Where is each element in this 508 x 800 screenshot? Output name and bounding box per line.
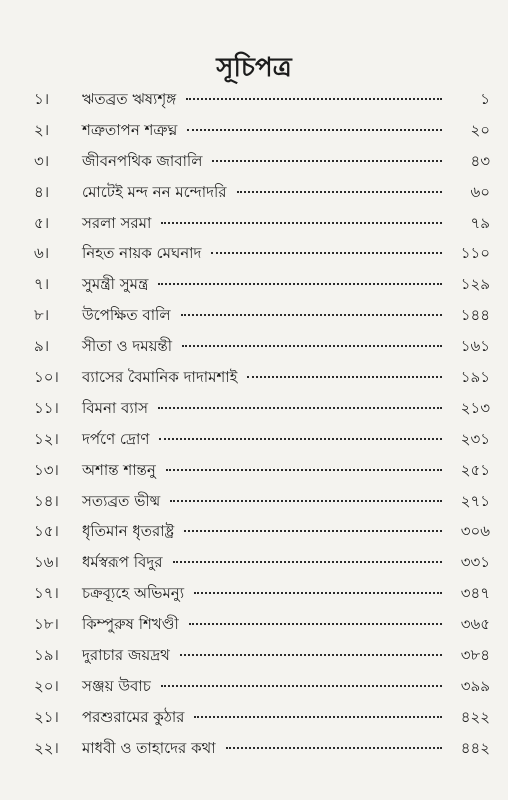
entry-title: শত্রুতাপন শত্রুঘ্ন	[82, 120, 178, 139]
entry-title: উপেক্ষিত বালি	[82, 306, 171, 325]
entry-page-number: ৪২২	[460, 707, 490, 726]
entry-number: ২১।	[34, 707, 59, 726]
dot-leader	[212, 160, 442, 162]
entry-page-number: ৭৯	[470, 213, 490, 232]
entry-page-number: ২৭১	[460, 491, 490, 510]
entry-title: ব্যাসের বৈমানিক দাদামশাই	[82, 368, 238, 387]
toc-entry	[34, 490, 490, 521]
entry-number: ২।	[34, 120, 50, 139]
entry-number: ২০।	[34, 676, 59, 695]
entry-title: সঞ্জয় উবাচ	[82, 676, 151, 695]
entry-number: ৩।	[34, 151, 50, 170]
toc-list	[34, 88, 490, 768]
toc-entry	[34, 428, 490, 459]
toc-entry	[34, 459, 490, 490]
entry-page-number: ২১৩	[460, 398, 490, 417]
dot-leader	[194, 716, 442, 718]
entry-number: ১।	[34, 90, 50, 108]
entry-page-number: ১	[480, 90, 490, 108]
toc-entry	[34, 150, 490, 181]
entry-title: দুরাচার জয়দ্রথ	[82, 646, 170, 665]
entry-title: মোটেই মন্দ নন মন্দোদরি	[82, 182, 227, 201]
toc-entry	[34, 366, 490, 397]
entry-number: ৫।	[34, 213, 50, 232]
dot-leader	[180, 654, 442, 656]
entry-title: দর্পণে দ্রোণ	[82, 429, 150, 448]
entry-number: ১৫।	[34, 522, 59, 541]
toc-entry	[34, 88, 490, 119]
toc-entry	[34, 551, 490, 582]
entry-page-number: ১৯১	[460, 368, 490, 387]
entry-title: ধর্মস্বরূপ বিদুর	[82, 553, 163, 572]
dot-leader	[173, 561, 442, 563]
dot-leader	[247, 376, 442, 378]
dot-leader	[159, 438, 442, 440]
entry-number: ১০।	[34, 368, 59, 387]
entry-title: সীতা ও দময়ন্তী	[82, 337, 173, 356]
dot-leader	[226, 747, 442, 749]
entry-number: ১৩।	[34, 460, 59, 479]
entry-page-number: ৪৪২	[460, 738, 490, 757]
entry-page-number: ২৫১	[460, 460, 490, 479]
entry-number: ২২।	[34, 738, 59, 757]
dot-leader	[170, 500, 442, 502]
entry-number: ১৯।	[34, 646, 59, 665]
entry-page-number: ১২৯	[460, 275, 490, 294]
entry-page-number: ১৪৪	[460, 306, 490, 325]
entry-title: সুমন্ত্রী সুমন্ত্র	[82, 275, 149, 294]
dot-leader	[184, 530, 442, 532]
entry-number: ১৬।	[34, 553, 59, 572]
toc-entry	[34, 644, 490, 675]
entry-page-number: ৩৯৯	[460, 676, 490, 695]
entry-number: ১২।	[34, 429, 59, 448]
entry-page-number: ২৩১	[460, 429, 490, 448]
entry-page-number: ৪৩	[470, 151, 490, 170]
toc-entry	[34, 242, 490, 273]
entry-title: কিম্পুরুষ শিখণ্ডী	[82, 615, 179, 634]
dot-leader	[158, 407, 442, 409]
entry-title: সত্যব্রত ভীষ্ম	[82, 491, 161, 510]
dot-leader	[187, 129, 442, 131]
entry-title: বিমনা ব্যাস	[82, 398, 148, 417]
entry-number: ১৪।	[34, 491, 59, 510]
toc-entry	[34, 273, 490, 304]
toc-entry	[34, 304, 490, 335]
toc-entry	[34, 613, 490, 644]
entry-title: ঋতব্রত ঋষ্যশৃঙ্গ	[82, 90, 177, 108]
entry-number: ৭।	[34, 275, 50, 294]
entry-title: মাধবী ও তাহাদের কথা	[82, 738, 216, 757]
entry-page-number: ৩৪৭	[460, 584, 490, 603]
toc-entry	[34, 181, 490, 212]
entry-page-number: ৩৮৪	[460, 646, 490, 665]
toc-entry	[34, 212, 490, 243]
entry-page-number: ৩৩১	[460, 553, 490, 572]
entry-number: ৪।	[34, 182, 50, 201]
dot-leader	[186, 98, 442, 100]
entry-title: সরলা সরমা	[82, 213, 152, 232]
dot-leader	[182, 345, 442, 347]
dot-leader	[194, 592, 442, 594]
dot-leader	[161, 685, 442, 687]
toc-entry	[34, 675, 490, 706]
toc-entry	[34, 520, 490, 551]
dot-leader	[189, 623, 442, 625]
entry-number: ১৭।	[34, 584, 59, 603]
entry-number: ৮।	[34, 306, 50, 325]
dot-leader	[181, 314, 442, 316]
dot-leader	[237, 191, 442, 193]
entry-title: জীবনপথিক জাবালি	[82, 151, 203, 170]
toc-entry	[34, 335, 490, 366]
toc-entry	[34, 582, 490, 613]
entry-title: অশান্ত শান্তনু	[82, 460, 156, 479]
entry-page-number: ৩৬৫	[460, 615, 490, 634]
entry-page-number: ২০	[470, 120, 490, 139]
entry-number: ১৮।	[34, 615, 59, 634]
entry-number: ৯।	[34, 337, 50, 356]
dot-leader	[211, 252, 442, 254]
entry-title: চক্রব্যূহে অভিমন্যু	[82, 584, 185, 603]
toc-entry	[34, 397, 490, 428]
entry-title: ধৃতিমান ধৃতরাষ্ট্র	[82, 522, 175, 541]
dot-leader	[161, 222, 442, 224]
dot-leader	[158, 283, 442, 285]
entry-number: ১১।	[34, 398, 59, 417]
toc-entry	[34, 737, 490, 768]
entry-page-number: ১৬১	[460, 337, 490, 356]
entry-page-number: ৬০	[470, 182, 490, 201]
entry-page-number: ১১০	[460, 244, 490, 263]
entry-title: নিহত নায়ক মেঘনাদ	[82, 244, 202, 263]
entry-page-number: ৩০৬	[460, 522, 490, 541]
page-title: সূচিপত্র	[216, 53, 292, 84]
entry-title: পরশুরামের কুঠার	[82, 707, 185, 726]
entry-number: ৬।	[34, 244, 50, 263]
dot-leader	[166, 469, 442, 471]
toc-entry	[34, 119, 490, 150]
toc-entry	[34, 706, 490, 737]
